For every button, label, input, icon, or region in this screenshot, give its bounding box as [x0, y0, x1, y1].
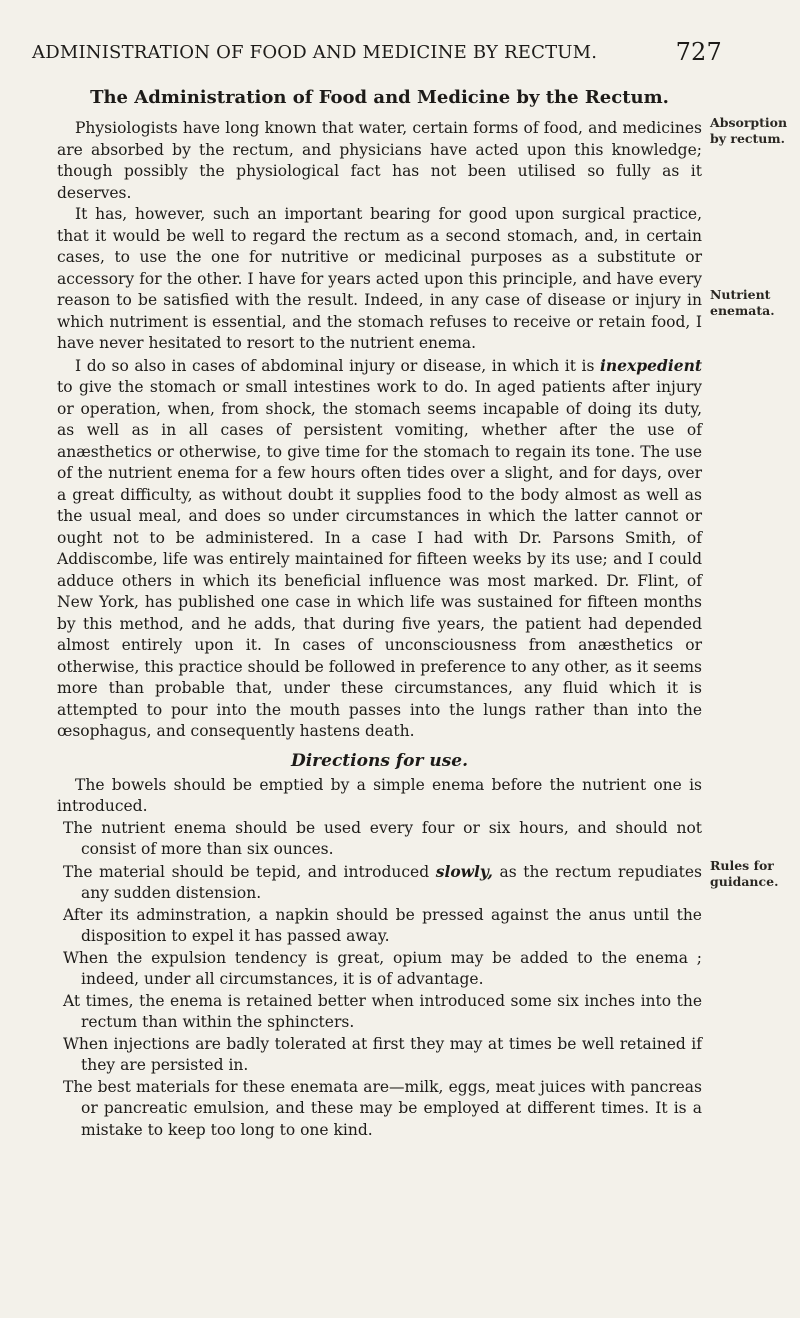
margin-note-rules: Rules for guidance.: [710, 858, 779, 889]
article-heading: The Administration of Food and Medicine by the Rectum.: [90, 87, 669, 108]
paragraph-absorption: Physiologists have long known that water, certain forms of food, and medicines are absorbed by the rectum, and physicians have acted upon this knowledge; though possibly the physiological fact has not been utilised so fully as it deserves.: [57, 119, 702, 202]
rule-temperature-start: The material should be tepid, and introduced: [63, 862, 436, 881]
directions-heading: Directions for use.: [290, 750, 468, 771]
article-body: [57, 86, 702, 1141]
rule-materials: The best materials for these enemata are—milk, eggs, meat juices with pancreas or pancreatic emulsion, and these may be employed at different times. It is a mistake to keep too long to one kind.: [63, 1077, 702, 1139]
rule-empty-bowels: The bowels should be emptied by a simple enema before the nutrient one is introduced.: [57, 775, 702, 815]
rule-temperature-rest: as the rectum repudiates any sudden distension.: [81, 862, 702, 902]
rule-persistence: When injections are badly tolerated at first they may at times be well retained if they are persisted in.: [63, 1034, 702, 1074]
paragraph-indications: [57, 355, 702, 743]
rule-napkin: After its adminstration, a napkin should be pressed against the anus until the disposition to expel it has passed away.: [63, 905, 702, 945]
rule-opium: When the expulsion tendency is great, opium may be added to the enema ; indeed, under all circumstances, it is of advantage.: [63, 948, 702, 988]
running-head-title: ADMINISTRATION OF FOOD AND MEDICINE BY RECTUM.: [32, 42, 598, 63]
paragraph-indications-start: I do so also in cases of abdominal injury or disease, in which it is: [75, 356, 601, 375]
rule-depth: At times, the enema is retained better when introduced some six inches into the rectum than within the sphincters.: [63, 991, 702, 1031]
rule-temperature: [57, 861, 702, 905]
emphasis-inexpedient: inexpedient: [600, 355, 702, 375]
margin-note-absorption: Absorption by rectum.: [710, 115, 788, 146]
margin-note-nutrient-enemata: Nutrient enemata.: [710, 287, 775, 318]
paragraph-second-stomach: It has, however, such an important bearing for good upon surgical practice, that it would be well to regard the rectum as a second stomach, and, in certain cases, to use the one for nutritive or medicinal purposes as a substitute or accessory for the other. I have for years acted upon this principle, and have every reason to be satisfied with the result. Indeed, in any case of disease or injury in which nutriment is essential, and the stomach refuses to receive or retain food, I have never hesitated to resort to the nutrient enema.: [57, 205, 702, 352]
page-number: 727: [675, 38, 722, 66]
directions-list: [57, 775, 702, 1142]
emphasis-slowly: slowly,: [435, 861, 493, 881]
rule-frequency: The nutrient enema should be used every four or six hours, and should not consist of more than six ounces.: [63, 818, 702, 858]
running-head: [32, 38, 722, 72]
paragraph-indications-rest: to give the stomach or small intestines work to do. In aged patients after injury or operation, when, from shock, the stomach seems incapable of doing its duty, as well as in all cases of persistent vomiting, whether after the use of anæsthetics or otherwise, to give time for the stomach to regain its tone. The use of the nutrient enema for a few hours often tides over a slight, and for days, over a great difficulty, as without doubt it supplies food to the body almost as well as the usual meal, and does so under circumstances in which the latter cannot or ought not to be administered. In a case I had with Dr. Parsons Smith, of Addiscombe, life was entirely maintained for fifteen weeks by its use; and I could adduce others in which its beneficial influence was most marked. Dr. Flint, of New York, has published one case in which life was sustained for fifteen months by this method, and he adds, that during five years, the patient had depended almost entirely upon it. In cases of unconsciousness from anæsthetics or otherwise, this practice should be followed in preference to any other, as it seems more than probable that, under these circumstances, any fluid which it is attempted to pour into the mouth passes into the lungs rather than into the œsophagus, and consequently hastens death.: [57, 378, 702, 740]
